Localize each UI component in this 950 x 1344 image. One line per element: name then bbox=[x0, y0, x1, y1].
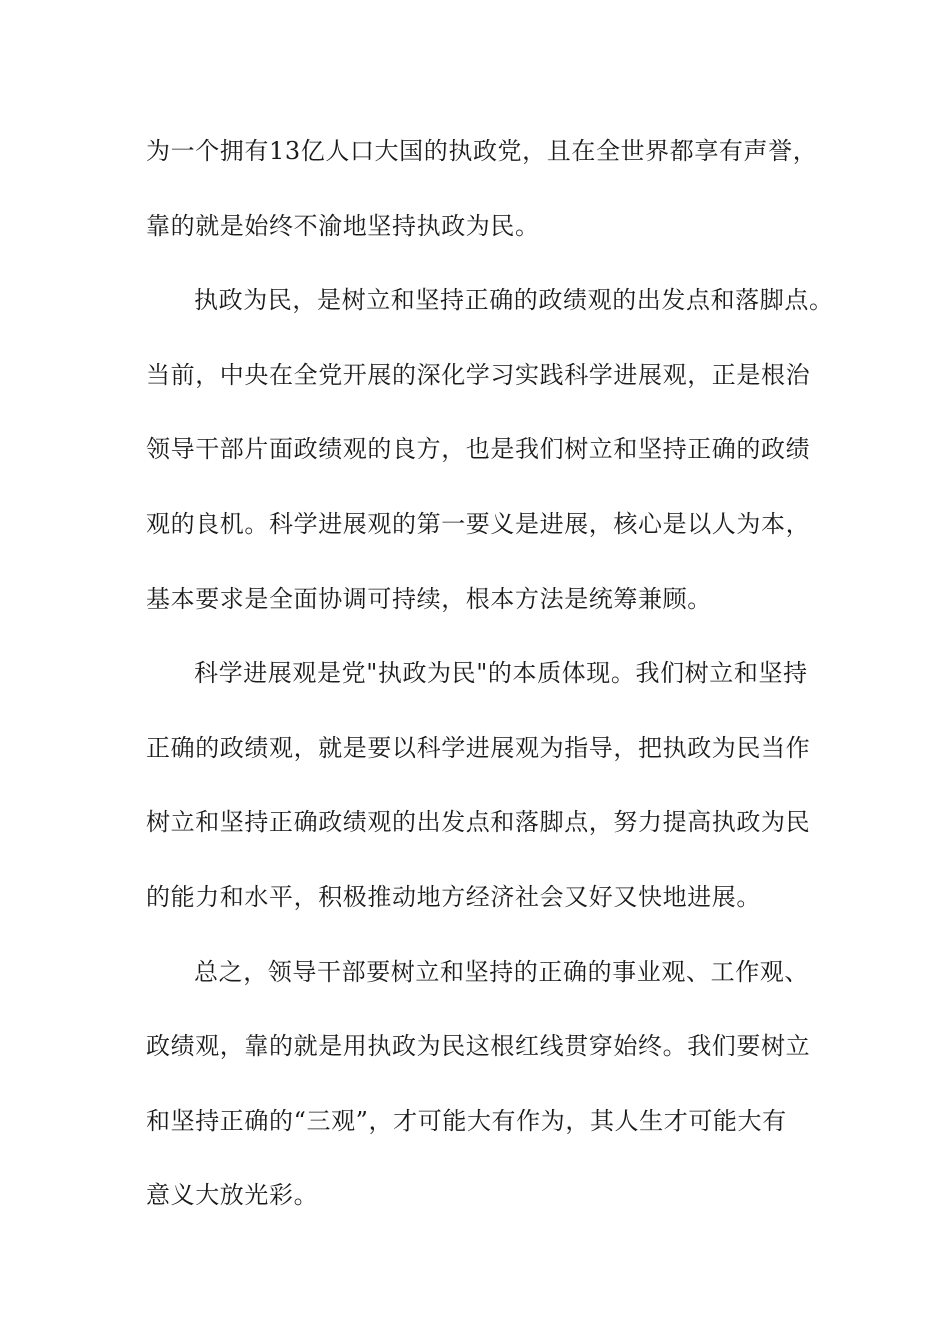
paragraph-start-line: 科学进展观是党"执政为民"的本质体现。我们树立和坚持 bbox=[194, 659, 808, 688]
text-line: 正确的政绩观，就是要以科学进展观为指导，把执政为民当作 bbox=[146, 733, 811, 762]
text-line: 领导干部片面政绩观的良方，也是我们树立和坚持正确的政绩 bbox=[146, 435, 811, 464]
text-line: 为一个拥有13亿人口大国的执政党，且在全世界都享有声誉， bbox=[146, 137, 818, 165]
text-line: 当前，中央在全党开展的深化学习实践科学进展观，正是根治 bbox=[146, 360, 811, 389]
text-line: 的能力和水平，积极推动地方经济社会又好又快地进展。 bbox=[146, 882, 761, 911]
document-body bbox=[146, 126, 834, 1245]
text-line: 政绩观，靠的就是用执政为民这根红线贯穿始终。我们要树立 bbox=[146, 1032, 811, 1061]
text-line: 意义大放光彩。 bbox=[146, 1181, 319, 1210]
text-line: 靠的就是始终不渝地坚持执政为民。 bbox=[146, 211, 540, 240]
text-line: 树立和坚持正确政绩观的出发点和落脚点，努力提高执政为民 bbox=[146, 808, 811, 837]
text-line: 基本要求是全面协调可持续，根本方法是统筹兼顾。 bbox=[146, 584, 712, 613]
text-line: 观的良机。科学进展观的第一要义是进展，核心是以人为本， bbox=[146, 509, 811, 538]
paragraph-start-line: 执政为民，是树立和坚持正确的政绩观的出发点和落脚点。 bbox=[194, 286, 834, 315]
text-line: 和坚持正确的“三观”，才可能大有作为，其人生才可能大有 bbox=[146, 1106, 787, 1135]
paragraph-start-line: 总之，领导干部要树立和坚持的正确的事业观、工作观、 bbox=[194, 957, 809, 986]
